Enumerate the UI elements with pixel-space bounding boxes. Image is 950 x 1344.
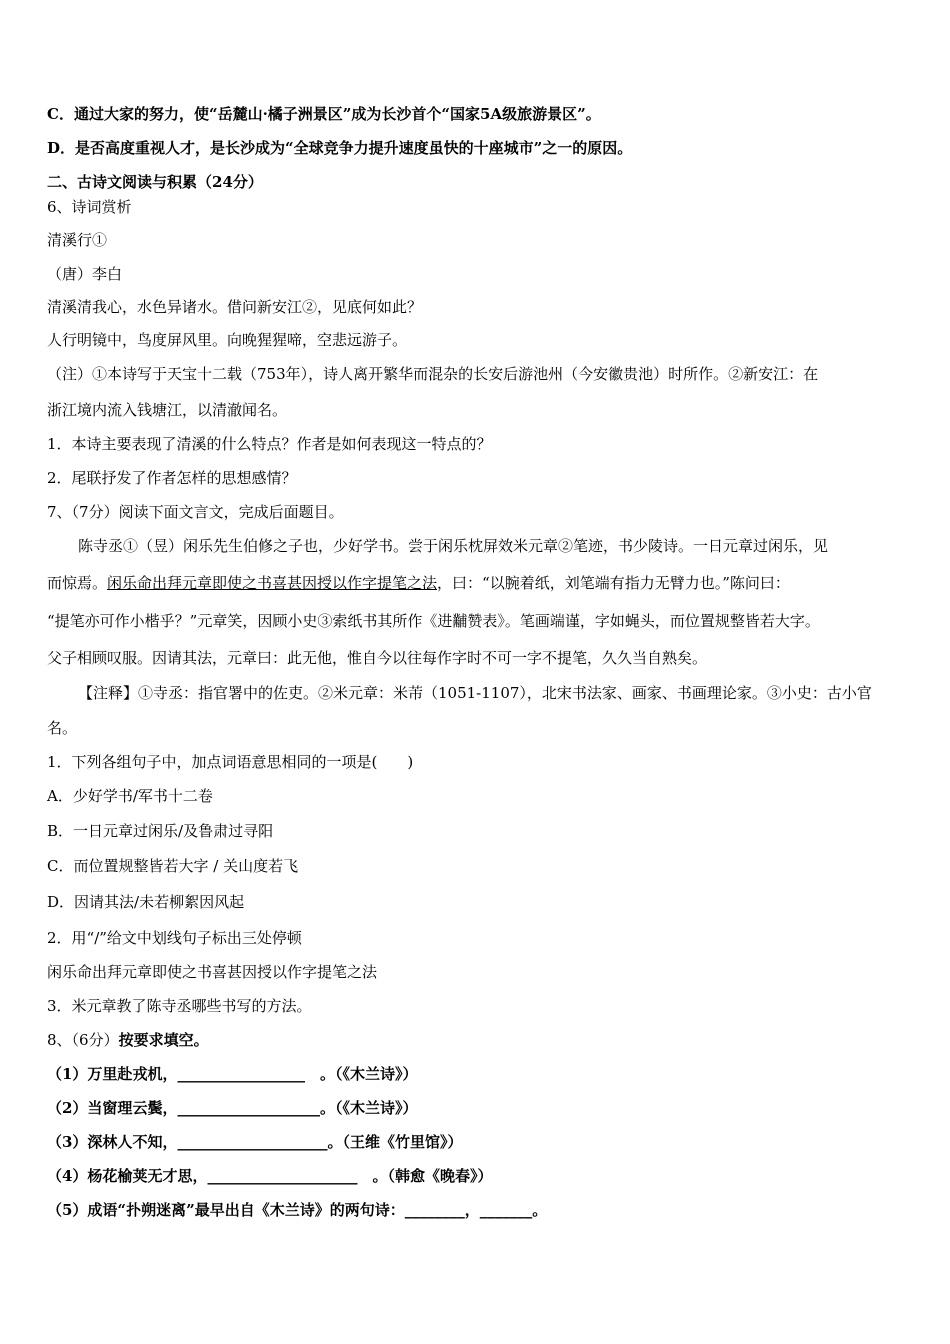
- q7-sub-2: 2．用“/”给文中划线句子标出三处停顿: [47, 929, 302, 947]
- poem-title: 清溪行①: [47, 231, 108, 249]
- q8-item-1: （1）万里赴戎机，_________________ 。（《木兰诗》）: [47, 1065, 418, 1083]
- poem-note-line-2: 浙江境内流入钱塘江，以清澈闻名。: [47, 401, 288, 419]
- q5-option-c: C．通过大家的努力，使“岳麓山·橘子洲景区”成为长沙首个“国家5A级旅游景区”。: [47, 105, 601, 123]
- q7-option-c: C．而位置规整皆若大字 / 关山度若飞: [47, 857, 299, 875]
- classical-text-line-1: 陈寺丞①（昱）闲乐先生伯修之子也，少好学书。尝于闲乐枕屏效米元章②笔迹，书少陵诗。一日元章过闲乐，见: [78, 537, 829, 555]
- q8-heading-prefix: 8、（6分）: [47, 1031, 119, 1049]
- q7-option-b: B．一日元章过闲乐/及鲁肃过寻阳: [47, 822, 274, 840]
- classical-text-line-3: “提笔亦可作小楷乎？”元章笑，因顾小史③索纸书其所作《进黼赞表》。笔画端谨，字如蝇头，而位置规整皆若大字。: [47, 612, 820, 630]
- q8-item-2: （2）当窗理云鬓，___________________。（《木兰诗》）: [47, 1099, 418, 1117]
- underlined-sentence: 闲乐命出拜元章即使之书喜甚因授以作字提笔之法: [107, 574, 438, 592]
- poem-line-2: 人行明镜中，鸟度屏风里。向晚猩猩啼，空悲远游子。: [47, 331, 408, 349]
- classical-text-pre: 而惊焉。: [47, 574, 108, 592]
- classical-text-post: ，曰：“以腕着纸，刘笔端有指力无臂力也。”陈问曰：: [437, 574, 790, 592]
- poem-line-1: 清溪清我心，水色异诸水。借问新安江②，见底何如此？: [47, 298, 423, 316]
- q7-sub-2-text: 闲乐命出拜元章即使之书喜甚因授以作字提笔之法: [47, 963, 378, 981]
- q8-item-3: （3）深林人不知，____________________。（王维《竹里馆》）: [47, 1133, 463, 1151]
- q8-item-4: （4）杨花榆荚无才思，____________________ 。（韩愈《晚春》）: [47, 1167, 493, 1185]
- q6-sub-1: 1．本诗主要表现了清溪的什么特点？作者是如何表现这一特点的？: [47, 435, 492, 453]
- classical-note-line-2: 名。: [47, 719, 78, 737]
- q7-sub-3: 3．米元章教了陈寺丞哪些书写的方法。: [47, 997, 312, 1015]
- q8-heading-bold: 按要求填空。: [118, 1031, 209, 1049]
- classical-text-line-2: [47, 573, 790, 593]
- q5-option-d: D．是否高度重视人才，是长沙成为“全球竞争力提升速度虽快的十座城市”之一的原因。: [47, 139, 633, 157]
- q6-sub-2: 2．尾联抒发了作者怎样的思想感情？: [47, 469, 297, 487]
- section-title: 二、古诗文阅读与积累（24分）: [47, 173, 263, 191]
- q7-heading: 7、（7分）阅读下面文言文，完成后面题目。: [47, 503, 344, 521]
- poem-author: （唐）李白: [47, 265, 123, 283]
- classical-text-line-4: 父子相顾叹服。因请其法，元章曰：此无他，惟自今以往每作字时不可一字不提笔，久久当自熟矣。: [47, 649, 708, 667]
- classical-note-line-1: 【注释】①寺丞：指官署中的佐吏。②米元章：米芾（1051-1107），北宋书法家、画家、书画理论家。③小史：古小官: [78, 684, 872, 702]
- poem-note-line-1: （注）①本诗写于天宝十二载（753年），诗人离开繁华而混杂的长安后游池州（今安徽贵池）时所作。②新安江：在: [47, 365, 819, 383]
- q7-option-a: A．少好学书/军书十二卷: [47, 787, 213, 805]
- q7-sub-1: 1．下列各组句子中，加点词语意思相同的一项是( ): [47, 753, 414, 771]
- q7-option-d: D．因请其法/未若柳絮因风起: [47, 893, 245, 911]
- q8-heading: [47, 1030, 209, 1050]
- q8-item-5: （5）成语“扑朔迷离”最早出自《木兰诗》的两句诗：________，_______。: [47, 1201, 548, 1219]
- q6-heading: 6、诗词赏析: [47, 198, 132, 216]
